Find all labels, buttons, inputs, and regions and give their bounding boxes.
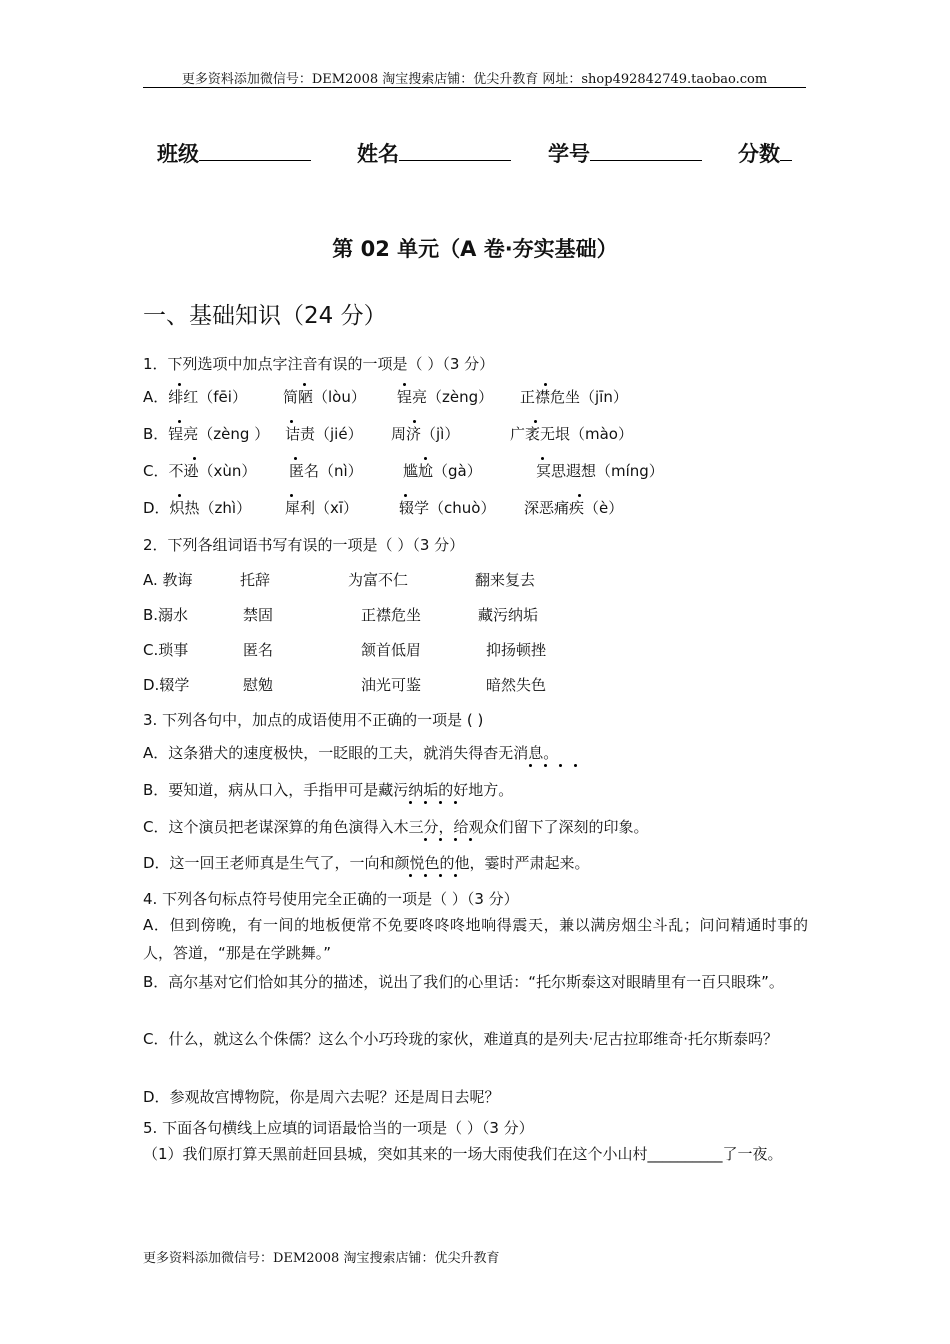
emphasis-dot — [424, 874, 427, 877]
emphasis-dot — [529, 764, 532, 767]
emphasis-dot — [413, 420, 416, 423]
class-blank[interactable] — [199, 138, 311, 161]
name-label: 姓名 — [357, 142, 399, 166]
q2-option-d-3: 油光可鉴 — [361, 676, 422, 694]
q3-option-b: B．要知道，病从口入，手指甲可是藏污纳垢的好地方。 — [143, 781, 514, 799]
emphasis-dot — [454, 801, 457, 804]
q1-option-d-1: D．炽热（zhì） — [143, 499, 252, 517]
q1-option-c-2: 匿名（nì） — [289, 462, 363, 480]
q2-option-b-2: 禁固 — [243, 606, 274, 624]
q2-option-a-3: 为富不仁 — [348, 571, 409, 589]
q2-option-a-4: 翻来复去 — [475, 571, 536, 589]
score-field — [738, 138, 792, 168]
page-footer: 更多资料添加微信号：DEM2008 淘宝搜索店铺：优尖升教育 — [143, 1251, 500, 1266]
question-4-stem: 4. 下列各句标点符号使用完全正确的一项是（ ）（3 分） — [143, 890, 519, 908]
q2-option-a-2: 托辞 — [240, 571, 271, 589]
q2-option-b-1: B.溺水 — [143, 606, 189, 624]
q1-option-d-4: 深恶痛疾（è） — [524, 499, 624, 517]
name-blank[interactable] — [399, 138, 511, 161]
name-field — [357, 138, 511, 168]
score-blank[interactable] — [780, 138, 792, 161]
emphasis-dot — [409, 874, 412, 877]
q1-option-b-2: 诘责（jié） — [285, 425, 363, 443]
emphasis-dot — [574, 764, 577, 767]
q4-option-b: B．高尔基对它们恰如其分的描述，说出了我们的心里话：“托尔斯泰这对眼睛里有一百只眼珠”。 — [143, 973, 784, 991]
question-2-stem: 2．下列各组词语书写有误的一项是（ ）（3 分） — [143, 536, 465, 554]
q1-option-c-3: 尴尬（gà） — [403, 462, 482, 480]
q1-option-a-3: 锃亮（zèng） — [397, 388, 494, 406]
q2-option-b-4: 藏污纳垢 — [478, 606, 539, 624]
emphasis-dot — [439, 874, 442, 877]
q1-option-b-4: 广袤无垠（mào） — [510, 425, 633, 443]
question-3-stem: 3. 下列各句中，加点的成语使用不正确的一项是 ( ) — [143, 711, 484, 729]
q1-option-c-4: 冥思遐想（míng） — [536, 462, 664, 480]
q5-item-1: （1）我们原打算天黑前赶回县城，突如其来的一场大雨使我们在这个小山村__________了一夜。 — [143, 1145, 783, 1163]
student-id-field — [548, 138, 702, 168]
q1-option-a-4: 正襟危坐（jīn） — [520, 388, 628, 406]
emphasis-dot — [544, 383, 547, 386]
emphasis-dot — [578, 494, 581, 497]
score-label: 分数 — [738, 142, 780, 166]
emphasis-dot — [290, 420, 293, 423]
class-field — [157, 138, 311, 168]
emphasis-dot — [178, 420, 181, 423]
class-label: 班级 — [157, 142, 199, 166]
emphasis-dot — [469, 838, 472, 841]
emphasis-dot — [290, 494, 293, 497]
q1-option-a-1: A．绯红（fēi） — [143, 388, 247, 406]
emphasis-dot — [534, 420, 537, 423]
emphasis-dot — [439, 838, 442, 841]
q1-option-c-1: C．不逊（xùn） — [143, 462, 257, 480]
question-1-stem: 1．下列选项中加点字注音有误的一项是（ ）（3 分） — [143, 355, 495, 373]
student-id-label: 学号 — [548, 142, 590, 166]
q4-option-c: C．什么，就这么个侏儒？这么个小巧玲珑的家伙，难道真的是列夫·尼古拉耶维奇·托尔斯泰吗？ — [143, 1030, 779, 1048]
q2-option-a-1: A. 教诲 — [143, 571, 193, 589]
page-title: 第 02 单元（A 卷·夯实基础） — [332, 237, 618, 261]
emphasis-dot — [544, 764, 547, 767]
student-id-blank[interactable] — [590, 138, 702, 161]
emphasis-dot — [403, 383, 406, 386]
emphasis-dot — [454, 874, 457, 877]
header-divider — [143, 87, 806, 88]
q2-option-c-4: 抑扬顿挫 — [486, 641, 547, 659]
emphasis-dot — [454, 838, 457, 841]
q2-option-c-3: 颔首低眉 — [361, 641, 422, 659]
q4-option-a: A．但到傍晚，有一间的地板便常不免要咚咚咚地响得震天，兼以满房烟尘斗乱；问问精通时事的人，答道，“那是在学跳舞。” — [143, 916, 808, 962]
q2-option-d-4: 暗然失色 — [486, 676, 547, 694]
q3-option-c: C．这个演员把老谋深算的角色演得入木三分，给观众们留下了深刻的印象。 — [143, 818, 649, 836]
q1-option-d-3: 辍学（chuò） — [399, 499, 496, 517]
q3-option-d: D．这一回王老师真是生气了，一向和颜悦色的他，霎时严肃起来。 — [143, 854, 590, 872]
emphasis-dot — [404, 494, 407, 497]
q1-option-a-2: 简陋（lòu） — [283, 388, 366, 406]
emphasis-dot — [424, 838, 427, 841]
q3-option-a: A．这条猎犬的速度极快，一眨眼的工夫，就消失得杳无消息。 — [143, 744, 559, 762]
emphasis-dot — [294, 457, 297, 460]
page-header: 更多资料添加微信号：DEM2008 淘宝搜索店铺：优尖升教育 网址：shop492842749.taobao.com — [181, 72, 768, 87]
emphasis-dot — [424, 457, 427, 460]
question-5-stem: 5. 下面各句横线上应填的词语最恰当的一项是（ ）（3 分） — [143, 1119, 534, 1137]
emphasis-dot — [541, 457, 544, 460]
q2-option-c-2: 匿名 — [243, 641, 274, 659]
q1-option-b-3: 周济（jì） — [391, 425, 460, 443]
section-heading: 一、基础知识（24 分） — [143, 303, 387, 329]
emphasis-dot — [303, 383, 306, 386]
q2-option-b-3: 正襟危坐 — [361, 606, 422, 624]
emphasis-dot — [424, 801, 427, 804]
q4-option-d: D．参观故宫博物院，你是周六去呢？还是周日去呢？ — [143, 1088, 500, 1106]
emphasis-dot — [193, 457, 196, 460]
emphasis-dot — [559, 764, 562, 767]
emphasis-dot — [178, 494, 181, 497]
q2-option-d-2: 慰勉 — [243, 676, 274, 694]
emphasis-dot — [178, 383, 181, 386]
q1-option-b-1: B．锃亮（zèng ） — [143, 425, 270, 443]
q2-option-c-1: C.琐事 — [143, 641, 189, 659]
q1-option-d-2: 犀利（xī） — [285, 499, 359, 517]
q2-option-d-1: D.辍学 — [143, 676, 190, 694]
emphasis-dot — [409, 801, 412, 804]
emphasis-dot — [439, 801, 442, 804]
